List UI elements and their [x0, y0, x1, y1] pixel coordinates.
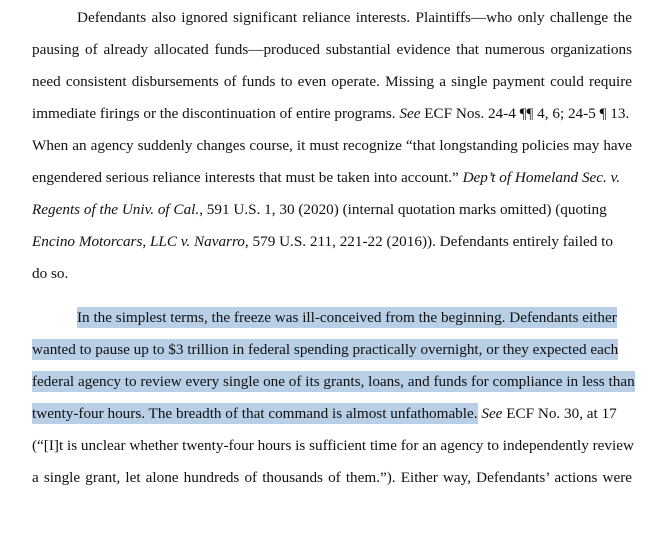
see-signal: See: [481, 405, 503, 422]
paragraph1-line6: [32, 168, 632, 188]
paragraph1-line8-text: , 579 U.S. 211, 221-22 (2016)). Defendants entirely failed to: [244, 233, 613, 250]
paragraph2-line4[interactable]: [32, 404, 632, 424]
highlighted-text[interactable]: federal agency to review every single one of its grants, loans, and funds for compliance in less than: [32, 373, 635, 390]
paragraph1-line9: do so.: [32, 265, 69, 282]
paragraph2-line3[interactable]: [32, 372, 635, 392]
paragraph1-line2: pausing of already allocated funds—produced substantial evidence that numerous organizations: [32, 41, 632, 58]
highlighted-text[interactable]: wanted to pause up to $3 trillion in federal spending practically overnight, or they expected each: [32, 341, 619, 358]
case-name-regents: Regents of the Univ. of Cal.: [32, 201, 200, 218]
paragraph1-line4-text: immediate firings or the discontinuation of entire programs.: [32, 105, 396, 122]
paragraph2-line4-cite: ECF No. 30, at 17: [502, 405, 617, 422]
paragraph2-line1[interactable]: [77, 308, 632, 328]
paragraph1-line8: [32, 232, 632, 252]
highlighted-text[interactable]: twenty-four hours. The breadth of that command is almost unfathomable.: [32, 405, 478, 422]
paragraph1-line4-cite: ECF Nos. 24-4 ¶¶ 4, 6; 24-5 ¶ 13.: [420, 105, 630, 122]
case-name-encino: Encino Motorcars, LLC v. Navarro: [32, 233, 245, 250]
paragraph1-line3: need consistent disbursements of funds to even operate. Missing a single payment could require: [32, 73, 632, 90]
paragraph1-line5: When an agency suddenly changes course, it must recognize “that longstanding policies may have: [32, 137, 632, 154]
case-name-dhs: Dep’t of Homeland Sec. v.: [462, 169, 621, 186]
paragraph1-line7: [32, 200, 632, 220]
paragraph2-line5: (“[I]t is unclear whether twenty-four hours is sufficient time for an agency to independently review: [32, 437, 634, 454]
paragraph1-line4: [32, 104, 632, 124]
paragraph2-line2[interactable]: [32, 340, 632, 360]
highlighted-text[interactable]: In the simplest terms, the freeze was ill-conceived from the beginning. Defendants either: [77, 309, 617, 326]
see-signal: See: [399, 105, 421, 122]
paragraph1-line7-text: , 591 U.S. 1, 30 (2020) (internal quotation marks omitted) (quoting: [199, 201, 607, 218]
paragraph1-line6-text: engendered serious reliance interests that must be taken into account.”: [32, 169, 463, 186]
paragraph1-line1: Defendants also ignored significant reliance interests. Plaintiffs—who only challenge the: [77, 9, 632, 26]
paragraph2-line6: a single grant, let alone hundreds of thousands of them.”). Either way, Defendants’ actions were: [32, 469, 632, 486]
